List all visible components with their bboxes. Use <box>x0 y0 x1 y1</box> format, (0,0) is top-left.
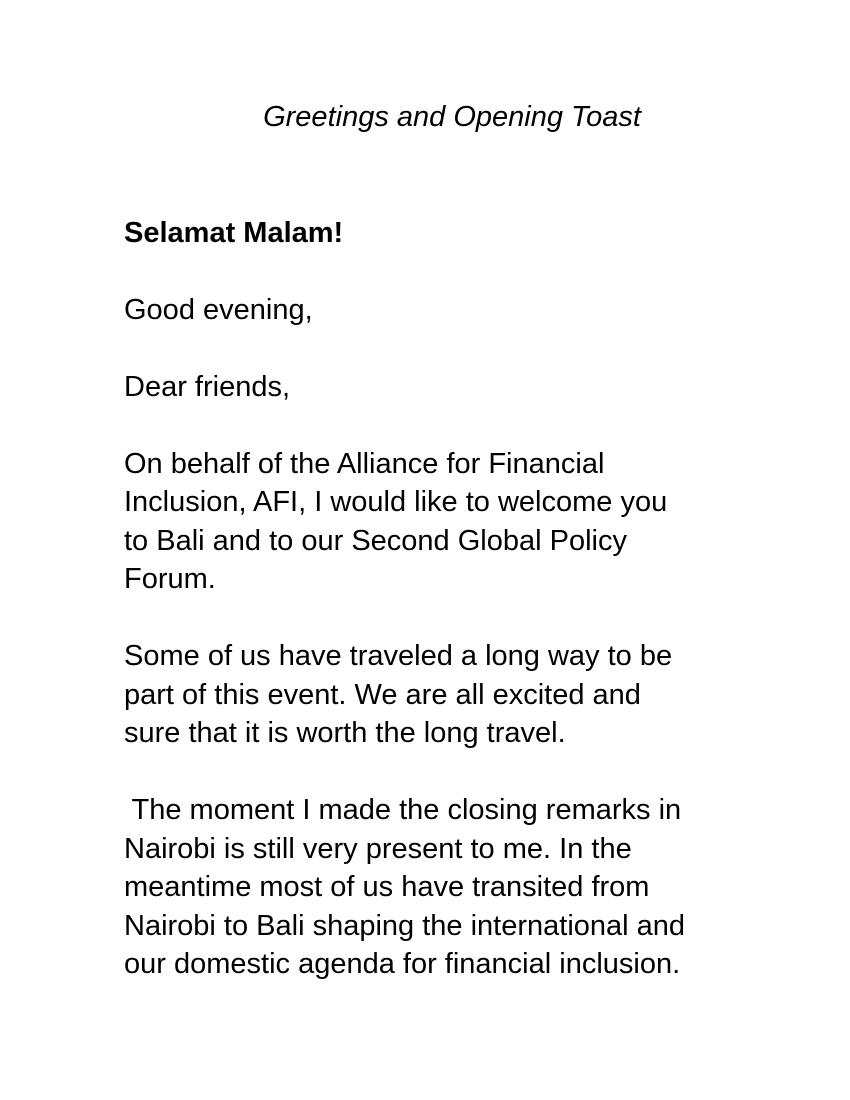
text-line: Selamat Malam! <box>124 216 344 249</box>
text-line: sure that it is worth the long travel. <box>124 717 566 749</box>
paragraph-welcome <box>124 445 780 599</box>
text-line: On behalf of the Alliance for Financial <box>124 447 605 480</box>
text-line: meantime most of us have transited from <box>124 871 650 903</box>
text-line: Dear friends, <box>124 370 291 403</box>
paragraph-travel <box>124 637 780 753</box>
text-line: Good evening, <box>124 293 313 326</box>
text-line: Inclusion, AFI, I would like to welcome you <box>124 486 668 518</box>
text-line: Forum. <box>124 563 216 595</box>
text-line: The moment I made the closing remarks in <box>124 794 682 826</box>
text-line: Nairobi to Bali shaping the international and <box>124 909 686 942</box>
paragraph-nairobi <box>124 791 780 984</box>
paragraph-dear-friends <box>124 368 780 407</box>
text-line: to Bali and to our Second Global Policy <box>124 524 627 557</box>
text-line: our domestic agenda for financial inclusion. <box>124 948 681 980</box>
paragraph-greeting-heading <box>124 214 780 253</box>
text-line: Nairobi is still very present to me. In the <box>124 832 632 865</box>
paragraph-good-evening <box>124 291 780 330</box>
page-title: Greetings and Opening Toast <box>263 101 641 133</box>
text-line: Some of us have traveled a long way to be <box>124 640 673 672</box>
text-line: part of this event. We are all excited and <box>124 678 641 711</box>
